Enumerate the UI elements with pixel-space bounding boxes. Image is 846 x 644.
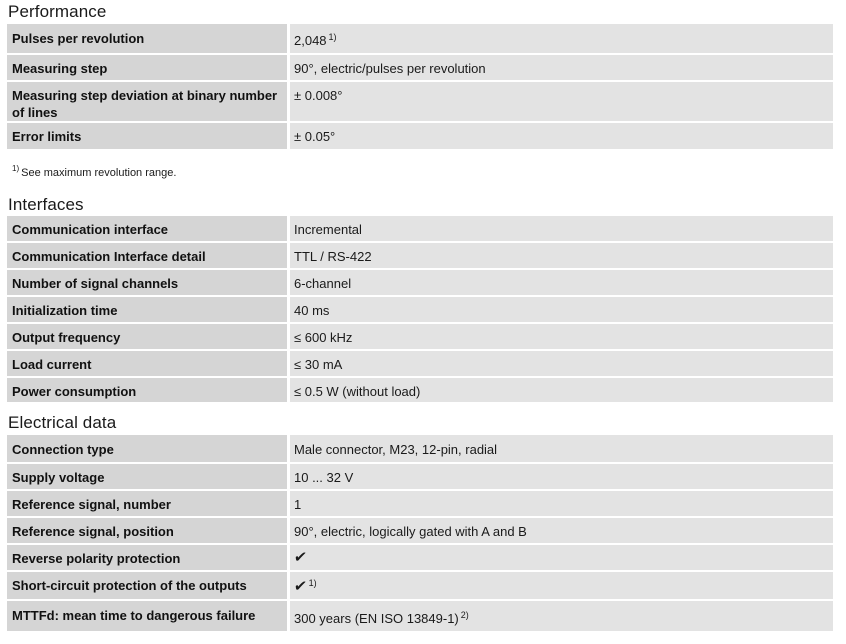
table-row xyxy=(7,489,833,516)
checkmark-icon: ✔ xyxy=(292,578,308,595)
row-value xyxy=(290,24,833,53)
footnote-mark: 1) xyxy=(12,164,20,173)
row-value: 10 ... 32 V xyxy=(290,462,833,489)
table-row xyxy=(7,349,833,376)
row-label: Reference signal, number xyxy=(7,489,290,516)
row-value xyxy=(290,570,833,599)
row-value xyxy=(290,543,833,570)
table-row xyxy=(7,24,833,53)
electrical-title: Electrical data xyxy=(8,413,117,432)
table-row xyxy=(7,376,833,402)
performance-title: Performance xyxy=(8,2,107,21)
table-row xyxy=(7,53,833,80)
row-label: Output frequency xyxy=(7,322,290,349)
table-row xyxy=(7,216,833,241)
row-label: Communication interface xyxy=(7,216,290,241)
electrical-table xyxy=(7,435,833,631)
performance-footnote xyxy=(12,164,177,179)
footnote-ref: 2) xyxy=(460,610,469,620)
performance-table xyxy=(7,24,833,149)
table-row xyxy=(7,295,833,322)
row-label: Initialization time xyxy=(7,295,290,322)
table-row xyxy=(7,268,833,295)
row-value: ≤ 30 mA xyxy=(290,349,833,376)
row-label: Connection type xyxy=(7,435,290,462)
row-value: Male connector, M23, 12-pin, radial xyxy=(290,435,833,462)
table-row xyxy=(7,322,833,349)
row-label: Reverse polarity protection xyxy=(7,543,290,570)
row-value xyxy=(290,599,833,631)
row-label: MTTFd: mean time to dangerous failure xyxy=(7,599,290,631)
row-value: ≤ 600 kHz xyxy=(290,322,833,349)
table-row xyxy=(7,516,833,543)
table-row xyxy=(7,80,833,121)
interfaces-title: Interfaces xyxy=(8,195,84,214)
table-row xyxy=(7,121,833,149)
row-label: Supply voltage xyxy=(7,462,290,489)
value-text: 2,048 xyxy=(294,33,327,48)
row-value: 6-channel xyxy=(290,268,833,295)
footnote-ref: 1) xyxy=(328,32,337,42)
row-label: Reference signal, position xyxy=(7,516,290,543)
row-label: Load current xyxy=(7,349,290,376)
table-row xyxy=(7,435,833,462)
row-value: ± 0.008° xyxy=(290,80,833,121)
row-label: Power consumption xyxy=(7,376,290,402)
table-row xyxy=(7,462,833,489)
row-label: Number of signal channels xyxy=(7,268,290,295)
row-label: Pulses per revolution xyxy=(7,24,290,53)
row-label: Communication Interface detail xyxy=(7,241,290,268)
checkmark-icon: ✔ xyxy=(292,549,308,566)
table-row xyxy=(7,241,833,268)
table-row xyxy=(7,599,833,631)
interfaces-table xyxy=(7,216,833,402)
footnote-ref: 1) xyxy=(308,578,317,588)
row-label: Measuring step deviation at binary number of lines xyxy=(7,80,290,121)
row-value: 1 xyxy=(290,489,833,516)
row-label: Measuring step xyxy=(7,53,290,80)
row-value: ± 0.05° xyxy=(290,121,833,149)
footnote-text: See maximum revolution range. xyxy=(21,167,177,179)
row-label: Error limits xyxy=(7,121,290,149)
row-value: TTL / RS-422 xyxy=(290,241,833,268)
table-row xyxy=(7,543,833,570)
row-value: ≤ 0.5 W (without load) xyxy=(290,376,833,402)
row-value: Incremental xyxy=(290,216,833,241)
table-row xyxy=(7,570,833,599)
value-text: 300 years (EN ISO 13849-1) xyxy=(294,611,459,626)
row-value: 90°, electric/pulses per revolution xyxy=(290,53,833,80)
row-value: 40 ms xyxy=(290,295,833,322)
row-value: 90°, electric, logically gated with A and B xyxy=(290,516,833,543)
row-label: Short-circuit protection of the outputs xyxy=(7,570,290,599)
